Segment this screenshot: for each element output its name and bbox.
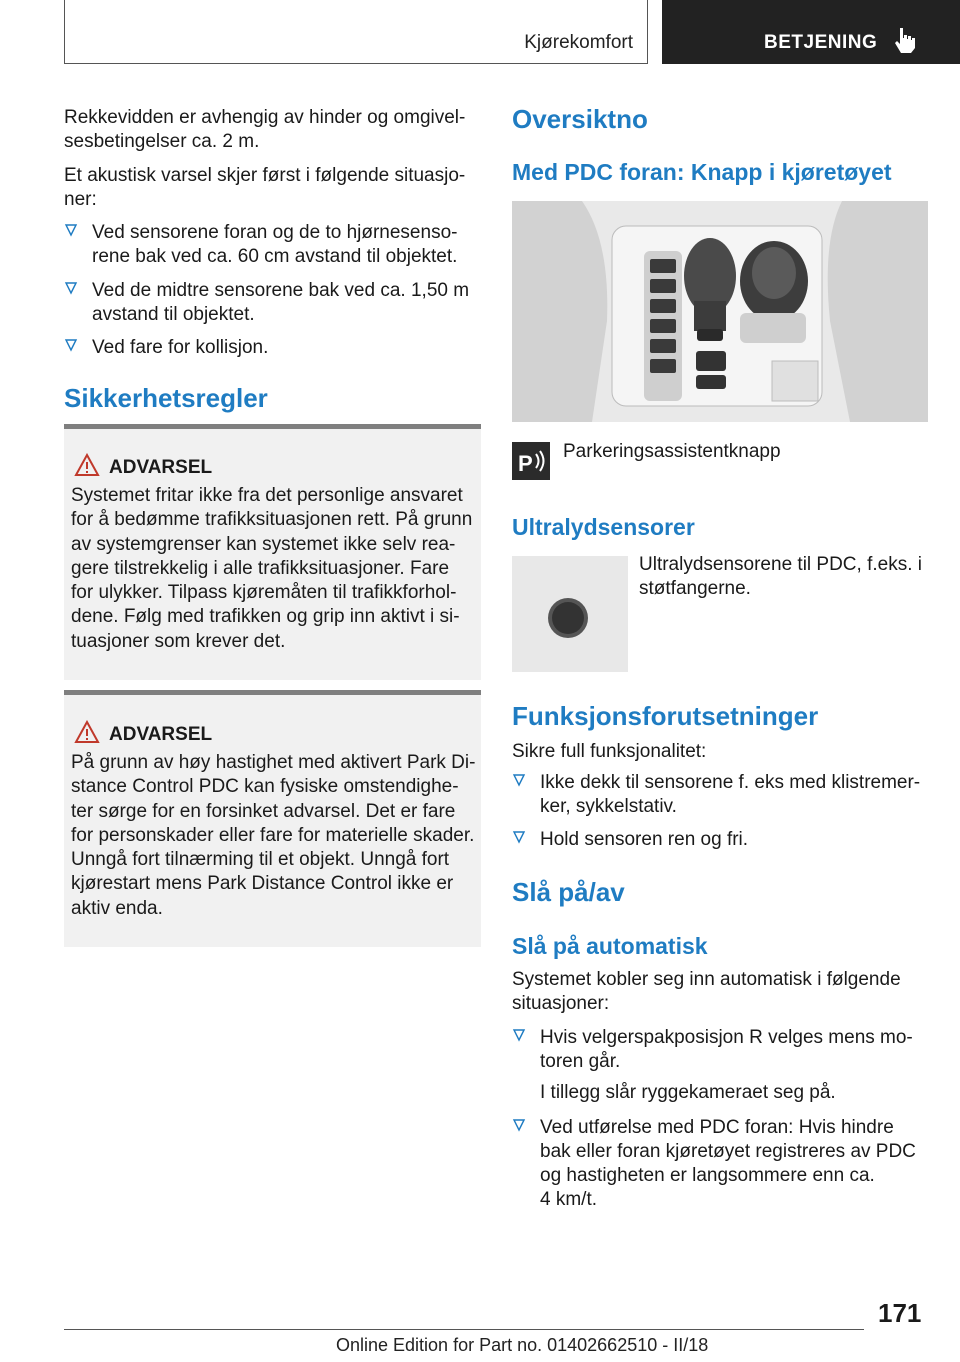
warning-body: På grunn av høy hastighet med aktivert Park Di‐ stance Control PDC kan fysiske omstendighe‐ ter sørge for en forsinket advarsel. Det er fare for personskader eller fare for materielle skader. Unngå fort tilnærming til et objekt. Unngå fort kjørestart mens Park Distance Control ikke er aktiv enda. bbox=[71, 752, 476, 919]
svg-text:P: P bbox=[518, 451, 533, 476]
warning-box bbox=[64, 424, 481, 680]
warning-body: Systemet fritar ikke fra det personlige ansvaret for å bedømme trafikksituasjonen rett. På grunn av systemgrenser kan systemet ikke selv rea‐ gere tilstrekkelig i alle trafikksituasjoner. Fare for ulykker. Tilpass kjøremåten til trafikkforhol‐ dene. Følg med trafikken og grip inn aktivt i si‐ tuasjoner som krever det. bbox=[71, 485, 473, 652]
list-item-text: Hvis velgerspakposisjon R velges mens mo‐ toren går. bbox=[540, 1027, 913, 1072]
subheading-sensors: Ultralydsensorer bbox=[512, 514, 695, 540]
bullet-triangle-icon bbox=[512, 830, 526, 844]
bullet-triangle-icon bbox=[512, 773, 526, 787]
warning-box bbox=[64, 690, 481, 947]
header-section-tab bbox=[662, 0, 960, 64]
heading-functions: Funksjonsforutsetninger bbox=[512, 701, 819, 731]
heading-safety: Sikkerhetsregler bbox=[64, 383, 268, 413]
auto-note: I tillegg slår ryggekameraet seg på. bbox=[540, 1082, 836, 1103]
list-item-text: Ved de midtre sensorene bak ved ca. 1,50 m avstand til objektet. bbox=[92, 280, 470, 325]
ultrasonic-sensor-illustration bbox=[512, 556, 628, 672]
parking-assistant-button-icon bbox=[512, 442, 550, 480]
list-item bbox=[64, 336, 484, 362]
page-number: 171 bbox=[878, 1298, 922, 1328]
subheading-pdc-button: Med PDC foran: Knapp i kjøretøyet bbox=[512, 159, 892, 185]
bullet-triangle-icon bbox=[512, 1028, 526, 1042]
footer-edition: Online Edition for Part no. 01402662510 - II/18 bbox=[336, 1335, 709, 1355]
intro-range-text: Rekkevidden er avhengig av hinder og omgivel‐ sesbetingelser ca. 2 m. bbox=[64, 107, 466, 152]
list-item-text: Ved sensorene foran og de to hjørnesenso‐ rene bak ved ca. 60 cm avstand til objektet. bbox=[92, 222, 458, 267]
hand-pointer-icon bbox=[894, 26, 916, 54]
list-item bbox=[512, 1116, 932, 1214]
auto-intro: Systemet kobler seg inn automatisk i følgende situasjoner: bbox=[512, 969, 901, 1014]
header-chapter-tab bbox=[64, 0, 648, 64]
sensors-text: Ultralydsensorene til PDC, f.eks. i støtfangerne. bbox=[639, 554, 922, 599]
bullet-triangle-icon bbox=[64, 281, 78, 295]
list-item bbox=[64, 279, 484, 329]
heading-on-off: Slå på/av bbox=[512, 877, 625, 907]
list-item bbox=[512, 1026, 932, 1076]
bullet-triangle-icon bbox=[64, 338, 78, 352]
subheading-auto-on: Slå på automatisk bbox=[512, 933, 708, 959]
bullet-triangle-icon bbox=[512, 1118, 526, 1132]
warning-title: ADVARSEL bbox=[109, 457, 213, 478]
list-item-text: Ikke dekk til sensorene f. eks med klistremer‐ ker, sykkelstativ. bbox=[540, 772, 921, 817]
intro-warning-text: Et akustisk varsel skjer først i følgende situasjo‐ ner: bbox=[64, 165, 466, 210]
header-section: BETJENING bbox=[764, 32, 878, 53]
list-item bbox=[64, 221, 484, 271]
list-item bbox=[512, 828, 932, 854]
heading-overview: Oversiktno bbox=[512, 104, 648, 134]
warning-triangle-icon bbox=[74, 453, 100, 477]
bullet-triangle-icon bbox=[64, 223, 78, 237]
list-item-text: Hold sensoren ren og fri. bbox=[540, 829, 749, 850]
warning-triangle-icon bbox=[74, 720, 100, 744]
header-chapter: Kjørekomfort bbox=[524, 32, 633, 53]
functions-intro: Sikre full funksjonalitet: bbox=[512, 741, 707, 762]
list-item bbox=[512, 771, 932, 821]
list-item-text: Ved fare for kollisjon. bbox=[92, 337, 269, 358]
list-item-text: Ved utførelse med PDC foran: Hvis hindre bak eller foran kjøretøyet registreres av PDC og hastigheten er langsommere enn ca. 4 km/t. bbox=[540, 1117, 916, 1210]
center-console-illustration bbox=[512, 201, 928, 422]
warning-title: ADVARSEL bbox=[109, 724, 213, 745]
footer-divider bbox=[64, 1329, 864, 1330]
button-caption: Parkeringsassistentknapp bbox=[563, 441, 781, 462]
